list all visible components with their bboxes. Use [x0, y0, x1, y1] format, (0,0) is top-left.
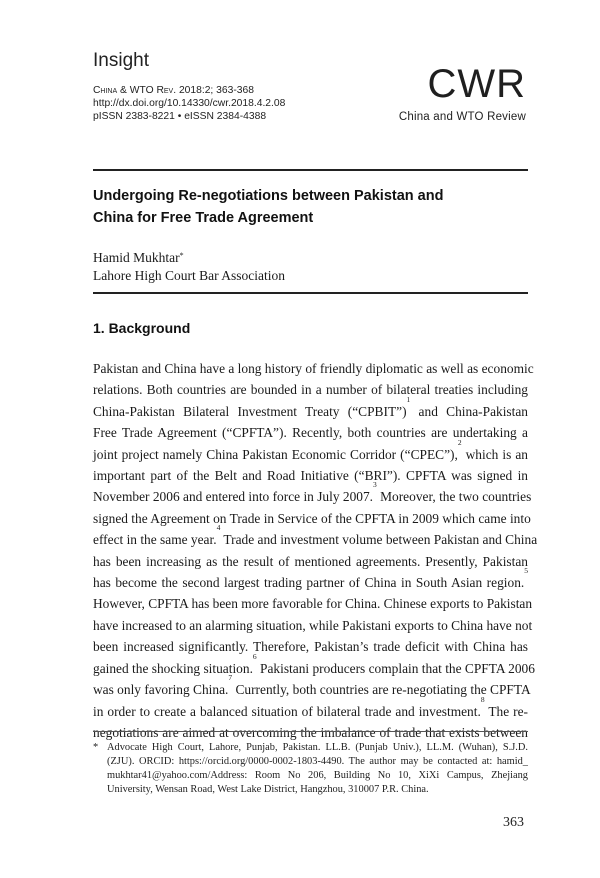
- body-text-run: Pakistani producers complain that the CPFTA 2006: [256, 660, 535, 676]
- citation-line: [93, 84, 285, 97]
- journal-logo: [390, 64, 526, 124]
- body-text-run: Currently, both countries are re-negotiating the CPFTA: [232, 682, 531, 698]
- body-text-run: been increased significantly. Therefore, Pakistan’s trade deficit with China has: [93, 639, 528, 655]
- footnote: [93, 741, 528, 797]
- body-line: [93, 358, 534, 379]
- body-text-run: The re-: [484, 703, 528, 719]
- body-text-run: November 2006 and entered into force in July 2007.: [93, 489, 374, 505]
- body-text-run: Free Trade Agreement (“CPFTA”). Recently, both countries are undertaking a: [93, 425, 528, 441]
- footnote-text: [107, 741, 528, 797]
- footnote-ref[interactable]: 6: [252, 651, 257, 661]
- author-affiliation: Lahore High Court Bar Association: [93, 268, 285, 283]
- footnote-ref[interactable]: 8: [480, 694, 485, 704]
- body-line: [93, 394, 528, 422]
- footnote-ref[interactable]: 5: [524, 566, 528, 576]
- body-line: [93, 508, 531, 529]
- body-text-run: Trade and investment volume between Pakistan and China: [220, 532, 538, 548]
- body-text-run: However, CPFTA has been more favorable for China. Chinese exports to Pakistan: [93, 596, 533, 612]
- body-text-run: in order to create a balanced situation of bilateral trade and investment.: [93, 703, 481, 719]
- author-block: [93, 249, 285, 285]
- body-text-run: was only favoring China.: [93, 682, 229, 698]
- body-text-run: effect in the same year.: [93, 532, 217, 548]
- body-line: [93, 437, 528, 465]
- body-text-run: has been increasing as the result of mentioned agreements. Presently, Pakistan: [93, 553, 528, 569]
- body-text-run: and China-Pakistan: [410, 403, 528, 419]
- body-line: [93, 379, 528, 400]
- body-text-run: which is an: [461, 446, 528, 462]
- title-line: China for Free Trade Agreement: [93, 210, 314, 226]
- issn-line: pISSN 2383-8221 • eISSN 2384-4388: [93, 111, 267, 122]
- footnote-line: Advocate High Court, Lahore, Punjab, Pakistan. LL.B. (Punjab Univ.), LL.M. (Wuhan), S.J.D.: [107, 742, 528, 753]
- logo-mark: CWR: [427, 62, 526, 106]
- footnote-ref[interactable]: 1: [406, 394, 411, 404]
- body-text-run: have increased to an alarming situation, while Pakistani exports to China have not: [93, 617, 533, 633]
- footnote-line: (ZJU). ORCID: https://orcid.org/0000-0002-1803-4490. The author may be contacted at: hamid_: [107, 756, 528, 767]
- body-line: [93, 636, 528, 657]
- page-number: 363: [503, 815, 524, 830]
- logo-subtitle: China and WTO Review: [398, 111, 526, 123]
- citation-volume: 2018:2; 363-368: [176, 85, 254, 96]
- author-bottom-rule: [93, 292, 528, 294]
- body-line: [93, 465, 528, 486]
- article-title: [93, 185, 523, 229]
- body-text-run: relations. Both countries are bounded in a number of bilateral treaties including: [93, 382, 528, 398]
- footnote-ref[interactable]: 7: [228, 673, 233, 683]
- body-text-run: joint project namely China Pakistan Economic Corridor (“CPEC”),: [93, 446, 458, 462]
- body-line: [93, 422, 528, 443]
- body-text-run: has become the second largest trading partner of China in South Asian region.: [93, 575, 525, 591]
- body-line: [93, 480, 532, 507]
- footnote-ref[interactable]: 4: [216, 523, 221, 533]
- footnote-ref[interactable]: 3: [373, 480, 377, 490]
- body-text-run: Moreover, the two countries: [376, 489, 532, 505]
- title-top-rule: [93, 169, 528, 171]
- journal-header: [93, 50, 285, 123]
- body-line: [93, 615, 533, 636]
- body-text-run: important part of the Belt and Road Initiative (“BRI”). CPFTA was signed in: [93, 468, 528, 484]
- author-name-line: [93, 249, 285, 267]
- body-text-run: gained the shocking situation.: [93, 660, 253, 676]
- footnote-separator: [93, 731, 528, 732]
- body-text-run: negotiations are aimed at overcoming the imbalance of trade that exists between: [93, 724, 528, 740]
- body-text-run: signed the Agreement on Trade in Service of the CPFTA in 2009 which came into: [93, 510, 531, 526]
- body-line: [93, 523, 538, 550]
- body-line: [93, 593, 533, 614]
- footnote-ref[interactable]: 2: [457, 437, 462, 447]
- body-line: [93, 551, 528, 572]
- body-text-run: China-Pakistan Bilateral Investment Treaty (“CPBIT”): [93, 403, 407, 419]
- body-text: [93, 358, 538, 743]
- citation-journal: China & WTO Rev.: [93, 85, 177, 96]
- title-line: Undergoing Re-negotiations between Pakistan and: [93, 188, 444, 204]
- section-label: Insight: [93, 50, 149, 71]
- body-line: [93, 651, 535, 679]
- body-text-run: Pakistan and China have a long history of friendly diplomatic as well as economic: [93, 361, 534, 376]
- footnote-line: mukhtar41@yahoo.com/Address: Room No 206, Building No 10, XiXi Campus, Zhejiang: [107, 770, 528, 781]
- body-line: [93, 694, 528, 722]
- author-footnote-mark[interactable]: *: [179, 251, 184, 260]
- footnote-marker: *: [93, 742, 99, 753]
- body-line: [93, 673, 531, 700]
- doi-link[interactable]: http://dx.doi.org/10.14330/cwr.2018.4.2.08: [93, 98, 286, 109]
- body-line: [93, 566, 528, 593]
- footnote-line: University, Wensan Road, West Lake District, Hangzhou, 310007 P.R. China.: [107, 784, 429, 795]
- section-heading: 1. Background: [93, 320, 191, 336]
- author-name: Hamid Mukhtar: [93, 250, 180, 265]
